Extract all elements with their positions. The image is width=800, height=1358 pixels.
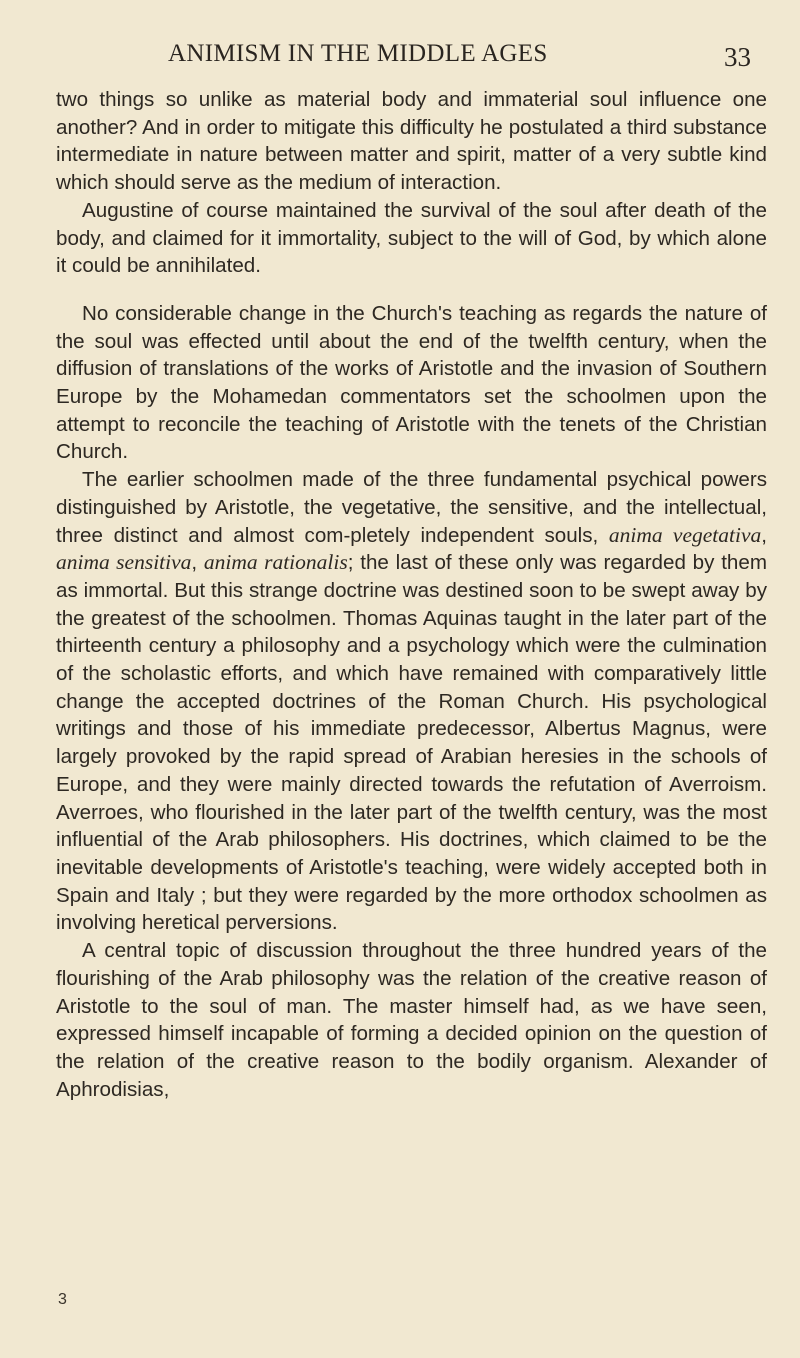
paragraph-1: two things so unlike as material body and immaterial soul influence one another? And in order to mitigate this difficulty he postulated a third substance intermediate in nature between matter and spirit, matter of a very subtle kind which should serve as the medium of interaction.: [56, 88, 767, 195]
paragraph-3: No considerable change in the Church's teaching as regards the nature of the soul was effected until about the end of the twelfth century, when the diffusion of translations of the works of Aristotle and the invasion of Southern Europe by the Mohamedan commentators set the schoolmen upon the attempt to reconcile the teaching of Aristotle with the tenets of the Christian Church.: [56, 301, 767, 464]
signature-mark: 3: [58, 1291, 67, 1308]
paragraph-4-sep-2: ,: [191, 551, 204, 575]
running-title: ANIMISM IN THE MIDDLE AGES: [168, 40, 548, 67]
paragraph-4: [56, 466, 767, 937]
latin-term-anima-rationalis: anima rationalis: [203, 550, 348, 575]
latin-term-anima-vegetativa: anima vegetativa: [608, 522, 762, 547]
paragraph-2: Augustine of course maintained the survival of the soul after death of the body, and claimed for it immortality, subject to the will of God, by which alone it could be annihilated.: [56, 198, 767, 278]
paragraph-4-text-b: ; the last of these only was regarded by them as immortal. But this strange doctrine was destined soon to be swept away by the greatest of the schoolmen. Thomas Aquinas taught in the later part of the thirteenth century a philosophy and a psychology which were the culmination of the scholastic efforts, and which have remained with comparatively little change the accepted doctrines of the Roman Church. His psychological writings and those of his immediate predecessor, Albertus Magnus, were largely provoked by the rapid spread of Arabian heresies in the schools of Europe, and they were mainly directed towards the refutation of Averroism. Averroes, who flourished in the later part of the twelfth century, was the most influential of the Arab philosophers. His doctrines, which claimed to be the inevitable developments of Aristotle's teaching, were widely accepted both in Spain and Italy ; but they were regarded by the more orthodox schoolmen as involving heretical perversions.: [56, 551, 767, 935]
paragraph-4-sep-1: ,: [761, 523, 767, 547]
page-number: 33: [724, 42, 751, 72]
paragraph-5: A central topic of discussion throughout the three hundred years of the flourishing of the Arab philosophy was the relation of the creative reason of Aristotle to the soul of man. The master himself had, as we have seen, expressed himself incapable of forming a decided opinion on the question of the relation of the creative reason to the bodily organism. Alexander of Aphrodisias,: [56, 939, 767, 1101]
latin-term-anima-sensitiva: anima sensitiva: [56, 550, 192, 575]
running-head: [0, 40, 800, 76]
body-text: [56, 86, 767, 1103]
paragraph-4-text-a: The earlier schoolmen made of the three fundamental psychical powers distinguished by Aristotle, the vegetative, the sensitive, and the intellectual, three distinct and almost com-pletely independent souls,: [56, 468, 767, 547]
